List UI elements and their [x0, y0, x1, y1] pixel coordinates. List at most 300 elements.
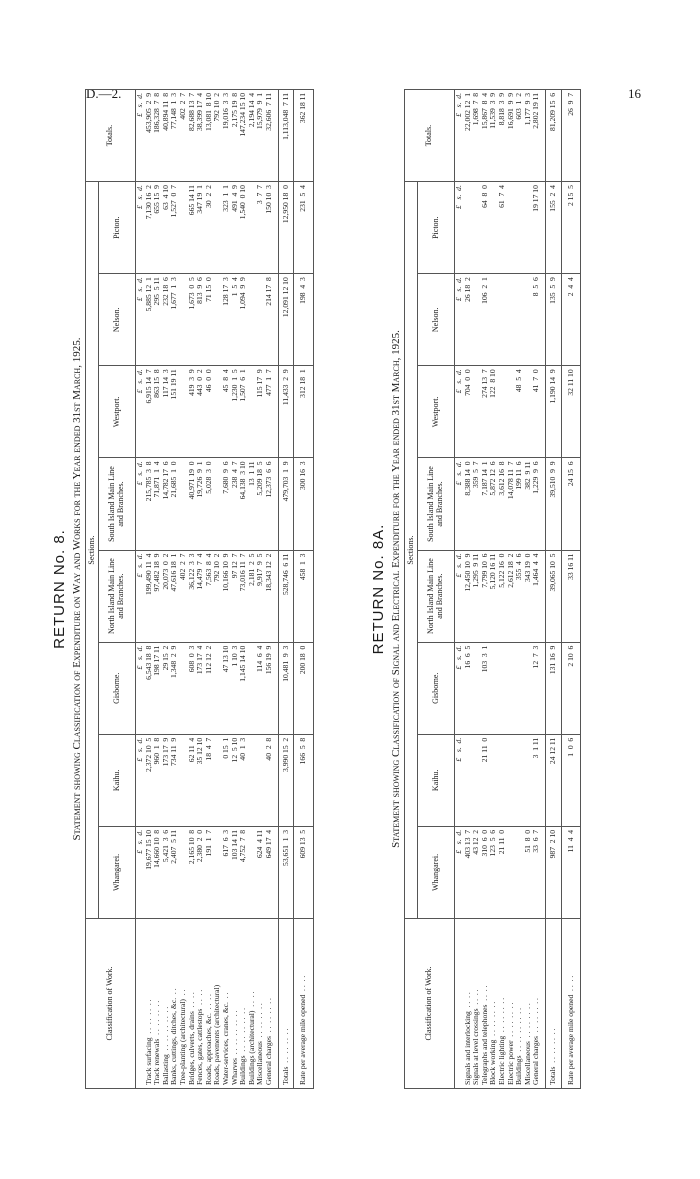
cell-value: 2,380 2 0	[196, 826, 205, 918]
currency-units: £ s. d.	[455, 826, 464, 918]
row-label: Miscellaneous . . . . . . . .	[256, 919, 265, 1089]
cell-value: 151 19 11	[170, 366, 179, 458]
cell-value: 792 10 2	[213, 550, 222, 642]
row-label: Track surfacing . . . . . . . .	[145, 919, 154, 1089]
cell-value	[498, 274, 507, 366]
cell-value: 32,606 7 11	[265, 90, 274, 182]
cell-value: 734 11 9	[170, 734, 179, 826]
cell-value: 173 17 4	[196, 642, 205, 734]
cell-value: 215,785 3 8	[145, 458, 154, 550]
cell-value: 186,328 7 8	[153, 90, 162, 182]
totals-row	[278, 90, 294, 1089]
table-row	[196, 90, 205, 1089]
cell-value: 2,165 10 8	[188, 826, 197, 918]
row-label: Ballasting . . . . . . . . . .	[162, 919, 171, 1089]
cell-value	[515, 734, 524, 826]
currency-units: £ s. d.	[136, 550, 145, 642]
cell-value: 403 13 7	[464, 826, 473, 918]
cell-value: 35 12 10	[196, 734, 205, 826]
cell-value: 19 17 10	[532, 182, 541, 274]
cell-value: 16 6 5	[464, 642, 473, 734]
cell-value: 1,540 0 10	[239, 182, 248, 274]
cell-value: 40,894 11 8	[162, 90, 171, 182]
currency-units: £ s. d.	[455, 182, 464, 274]
cell-value: 792 10 2	[213, 90, 222, 182]
cell-value: 960 1 8	[153, 734, 162, 826]
row-label: Tree-planting (architectural) . .	[179, 919, 188, 1089]
cell-value: 813 9 6	[196, 274, 205, 366]
cell-value	[515, 642, 524, 734]
cell-value: 987 2 10	[545, 826, 561, 918]
row-label: Signals at level crossings . . . .	[472, 919, 481, 1089]
cell-value: 359 5 7	[472, 458, 481, 550]
cell-value: 30 2 2	[205, 182, 214, 274]
row-label: Roads, pavements (architectural)	[213, 919, 222, 1089]
row-label: Totals . . . . . . . .	[278, 919, 294, 1089]
cell-value: 323 1 1	[222, 182, 231, 274]
cell-value: 2,372 10 5	[145, 734, 154, 826]
cell-value: 14,782 17 6	[162, 458, 171, 550]
table-row	[489, 90, 498, 1089]
cell-value: 7,563 8 4	[205, 550, 214, 642]
cell-value: 274 13 7	[481, 366, 490, 458]
cell-value	[507, 826, 516, 918]
cell-value: 106 2 1	[481, 274, 490, 366]
cell-value: 13 1 11	[248, 458, 257, 550]
cell-value: 15,867 8 4	[481, 90, 490, 182]
cell-value: 71,871 1 4	[153, 458, 162, 550]
cell-value: 47,616 18 1	[170, 550, 179, 642]
cell-value: 453,905 2 9	[145, 90, 154, 182]
cell-value: 18 4 7	[205, 734, 214, 826]
cell-value: 3,612 16 8	[498, 458, 507, 550]
cell-value: 53,651 1 3	[278, 826, 294, 918]
cell-value: 1 10 3	[231, 642, 240, 734]
currency-units: £ s. d.	[455, 366, 464, 458]
return-title: RETURN No. 8A.	[370, 523, 387, 655]
cell-value: 2,181 2 5	[248, 550, 257, 642]
cell-value: 48 5 4	[515, 366, 524, 458]
column-header: Westport.	[99, 366, 136, 458]
table-row	[507, 90, 516, 1089]
cell-value: 665 14 11	[188, 182, 197, 274]
row-label: Telegraphs and telephones . . . .	[481, 919, 490, 1089]
cell-value: 528,746 6 11	[278, 550, 294, 642]
cell-value: 312 18 1	[294, 366, 314, 458]
cell-value	[498, 366, 507, 458]
cell-value: 14,078 11 7	[507, 458, 516, 550]
cell-value: 624 4 11	[256, 826, 265, 918]
cell-value: 63 4 10	[162, 182, 171, 274]
cell-value: 2 10 6	[561, 642, 581, 734]
cell-value: 39,065 10 5	[545, 550, 561, 642]
cell-value: 704 0 0	[464, 366, 473, 458]
cell-value: 33 6 7	[532, 826, 541, 918]
cell-value: 40,971 19 0	[188, 458, 197, 550]
cell-value: 47 13 10	[222, 642, 231, 734]
currency-units: £ s. d.	[455, 734, 464, 826]
currency-units: £ s. d.	[136, 274, 145, 366]
table-row	[464, 90, 473, 1089]
cell-value: 8 5 6	[532, 274, 541, 366]
cell-value: 1,190 14 9	[545, 366, 561, 458]
row-label: Fences, gates, cattlestops . . . .	[196, 919, 205, 1089]
rate-row	[294, 90, 314, 1089]
return-8-block	[50, 89, 314, 1089]
table-row	[498, 90, 507, 1089]
cell-value: 114 6 4	[256, 642, 265, 734]
cell-value: 29 15 2	[162, 642, 171, 734]
cell-value: 103 14 11	[231, 826, 240, 918]
cell-value: 2 4 4	[561, 274, 581, 366]
column-header: Westport.	[418, 366, 455, 458]
cell-value: 3 1 11	[532, 734, 541, 826]
cell-value: 14,660 10 8	[153, 826, 162, 918]
currency-units: £ s. d.	[136, 182, 145, 274]
cell-value: 402 2 7	[179, 550, 188, 642]
totals-header: Totals.	[86, 90, 136, 182]
cell-value: 41 7 0	[532, 366, 541, 458]
cell-value	[515, 274, 524, 366]
cell-value: 2,194 14 4	[248, 90, 257, 182]
cell-value: 5,421 3 6	[162, 826, 171, 918]
cell-value: 12 5 10	[231, 734, 240, 826]
column-header: Nelson.	[418, 274, 455, 366]
cell-value: 295 5 11	[153, 274, 162, 366]
cell-value: 6,543 18 8	[145, 642, 154, 734]
cell-value: 135 5 9	[545, 274, 561, 366]
cell-value: 38,399 17 4	[196, 90, 205, 182]
table-row	[472, 90, 481, 1089]
cell-value: 128 17 3	[222, 274, 231, 366]
currency-units: £ s. d.	[455, 90, 464, 182]
cell-value: 477 1 7	[265, 366, 274, 458]
cell-value: 402 2 7	[179, 90, 188, 182]
cell-value: 61 7 4	[498, 182, 507, 274]
cell-value: 1,673 0 5	[188, 274, 197, 366]
column-header: South Island Main Line and Branches.	[418, 458, 455, 550]
row-label: Rate per average mile opened . . . .	[561, 919, 581, 1089]
cell-value: 64 8 0	[481, 182, 490, 274]
cell-value: 40 2 8	[265, 734, 274, 826]
cell-value: 343 19 0	[524, 550, 533, 642]
totals-header: Totals.	[405, 90, 455, 182]
classification-header: Classification of Work.	[86, 919, 136, 1089]
row-label: Electric power . . . . . . . .	[507, 919, 516, 1089]
cell-value: 231 5 4	[294, 182, 314, 274]
sections-header: Sections.	[86, 182, 99, 919]
column-header: Nelson.	[99, 274, 136, 366]
row-label: Rate per average mile opened . . . .	[294, 919, 314, 1089]
cell-value: 1,527 0 7	[170, 182, 179, 274]
cell-value: 4,752 7 8	[239, 826, 248, 918]
cell-value: 36,122 3 3	[188, 550, 197, 642]
row-label: Wharves . . . . . . . . . .	[231, 919, 240, 1089]
cell-value: 81,209 15 6	[545, 90, 561, 182]
cell-value: 147,234 15 10	[239, 90, 248, 182]
cell-value: 15,979 9 1	[256, 90, 265, 182]
currency-units: £ s. d.	[136, 826, 145, 918]
return-title: RETURN No. 8.	[51, 529, 68, 649]
currency-units: £ s. d.	[136, 366, 145, 458]
column-header: South Island Main Line and Branches.	[99, 458, 136, 550]
row-label: Roads, approaches, &c. . . . .	[205, 919, 214, 1089]
cell-value: 97 12 7	[231, 550, 240, 642]
cell-value: 300 16 3	[294, 458, 314, 550]
cell-value: 5,885 12 1	[145, 274, 154, 366]
cell-value: 2,612 18 2	[507, 550, 516, 642]
statement-title: Statement showing Classification of Signal and Electrical Expenditure for the Year ended 31st March, 1925.	[390, 330, 402, 848]
cell-value: 10,481 9 3	[278, 642, 294, 734]
cell-value: 6,915 14 7	[145, 366, 154, 458]
cell-value: 1,145 14 10	[239, 642, 248, 734]
column-header: Picton.	[99, 182, 136, 274]
cell-value: 7,680 9 6	[222, 458, 231, 550]
cell-value: 21,685 1 0	[170, 458, 179, 550]
cell-value: 21 11 0	[498, 826, 507, 918]
cell-value: 155 2 4	[545, 182, 561, 274]
cell-value	[507, 274, 516, 366]
cell-value: 112 12 2	[205, 642, 214, 734]
column-header: Whangarei.	[418, 826, 455, 918]
cell-value: 443 0 2	[196, 366, 205, 458]
cell-value: 26 18 2	[464, 274, 473, 366]
cell-value: 362 18 11	[294, 90, 314, 182]
row-label: Banks, cuttings, ditches, &c. . .	[170, 919, 179, 1089]
cell-value: 1,229 9 6	[532, 458, 541, 550]
currency-units: £ s. d.	[136, 458, 145, 550]
cell-value: 3 7 7	[256, 182, 265, 274]
column-header: Whangarei.	[99, 826, 136, 918]
cell-value	[498, 734, 507, 826]
cell-value: 609 13 5	[294, 826, 314, 918]
cell-value	[489, 734, 498, 826]
cell-value: 103 3 1	[481, 642, 490, 734]
table-row	[515, 90, 524, 1089]
cell-value: 1,698 7 8	[472, 90, 481, 182]
statement-title: Statement showing Classification of Expenditure on Way and Works for the Year ended 31st March, 1925.	[71, 337, 83, 841]
cell-value: 150 10 3	[265, 182, 274, 274]
cell-value: 32 11 10	[561, 366, 581, 458]
row-label: Track renewals . . . . . . . .	[153, 919, 162, 1089]
cell-value: 166 5 8	[294, 734, 314, 826]
cell-value: 5,209 18 5	[256, 458, 265, 550]
cell-value: 156 19 9	[265, 642, 274, 734]
cell-value: 863 15 8	[153, 366, 162, 458]
cell-value: 1,295 9 11	[472, 550, 481, 642]
column-header: North Island Main Line and Branches.	[418, 550, 455, 642]
cell-value: 1,094 9 9	[239, 274, 248, 366]
cell-value	[515, 182, 524, 274]
column-header: Gisborne.	[418, 642, 455, 734]
cell-value: 232 18 6	[162, 274, 171, 366]
table-row	[481, 90, 490, 1089]
table-row	[265, 90, 274, 1089]
cell-value	[464, 734, 473, 826]
cell-value: 20,073 0 2	[162, 550, 171, 642]
cell-value: 26 9 7	[561, 90, 581, 182]
cell-value: 479,703 1 9	[278, 458, 294, 550]
cell-value: 131 16 9	[545, 642, 561, 734]
row-label: Buildings . . . . . . . . . .	[515, 919, 524, 1089]
cell-value: 14,479 7 4	[196, 550, 205, 642]
cell-value: 8,388 14 0	[464, 458, 473, 550]
currency-units: £ s. d.	[455, 642, 464, 734]
row-label: Buildings (architectural) . . . .	[248, 919, 257, 1089]
cell-value: 11,539 3 9	[489, 90, 498, 182]
cell-value: 1,507 6 1	[239, 366, 248, 458]
cell-value: 62 11 4	[188, 734, 197, 826]
row-label: Block working . . . . . . . .	[489, 919, 498, 1089]
classification-header: Classification of Work.	[405, 919, 455, 1089]
table-row	[239, 90, 248, 1089]
cell-value: 82,688 13 7	[188, 90, 197, 182]
cell-value	[498, 642, 507, 734]
cell-value: 1,348 2 9	[170, 642, 179, 734]
column-header: Kaihu.	[418, 734, 455, 826]
cell-value: 46 0 0	[205, 366, 214, 458]
table-row	[248, 90, 257, 1089]
cell-value: 43 12 2	[472, 826, 481, 918]
currency-units: £ s. d.	[136, 734, 145, 826]
cell-value: 5,122 16 0	[498, 550, 507, 642]
cell-value: 21 11 0	[481, 734, 490, 826]
totals-row	[545, 90, 561, 1089]
cell-value: 491 4 9	[231, 182, 240, 274]
cell-value	[489, 642, 498, 734]
cell-value: 13,081 8 10	[205, 90, 214, 182]
row-label: Electric lighting . . . . . . . .	[498, 919, 507, 1089]
currency-units: £ s. d.	[136, 642, 145, 734]
currency-units: £ s. d.	[455, 550, 464, 642]
cell-value: 73,016 11 7	[239, 550, 248, 642]
cell-value: 9,917 9 5	[256, 550, 265, 642]
cell-value: 123 5 6	[489, 826, 498, 918]
cell-value: 19,016 3 3	[222, 90, 231, 182]
cell-value: 11 4 4	[561, 826, 581, 918]
cell-value: 419 3 9	[188, 366, 197, 458]
row-label: Bridges, culverts, drains . . . .	[188, 919, 197, 1089]
row-label: Buildings . . . . . . . . . .	[239, 919, 248, 1089]
sections-header: Sections.	[405, 182, 418, 919]
cell-value: 39,510 9 9	[545, 458, 561, 550]
cell-value: 33 16 11	[561, 550, 581, 642]
cell-value	[489, 274, 498, 366]
cell-value: 7,799 10 6	[481, 550, 490, 642]
cell-value: 8,818 3 9	[498, 90, 507, 182]
cell-value: 1,464 4 4	[532, 550, 541, 642]
table-row	[524, 90, 533, 1089]
cell-value: 347 19 1	[196, 182, 205, 274]
column-header: Gisborne.	[99, 642, 136, 734]
cell-value: 12,450 10 9	[464, 550, 473, 642]
cell-value: 199,490 11 4	[145, 550, 154, 642]
cell-value: 40 1 3	[239, 734, 248, 826]
cell-value: 12,950 18 0	[278, 182, 294, 274]
table-row	[222, 90, 231, 1089]
cell-value	[507, 642, 516, 734]
row-label: Signals and interlocking . . . .	[464, 919, 473, 1089]
cell-value: 2,407 5 11	[170, 826, 179, 918]
currency-units: £ s. d.	[455, 274, 464, 366]
cell-value: 655 15 9	[153, 182, 162, 274]
cell-value: 310 6 0	[481, 826, 490, 918]
cell-value: 12 7 3	[532, 642, 541, 734]
cell-value: 2,175 19 8	[231, 90, 240, 182]
cell-value	[507, 182, 516, 274]
cell-value: 617 6 3	[222, 826, 231, 918]
cell-value: 1 5 4	[231, 274, 240, 366]
cell-value: 117 14 3	[162, 366, 171, 458]
row-label: General charges . . . . . . . .	[265, 919, 274, 1089]
expenditure-table	[404, 89, 581, 1089]
cell-value: 2 15 5	[561, 182, 581, 274]
column-header: Kaihu.	[99, 734, 136, 826]
cell-value: 1,677 1 3	[170, 274, 179, 366]
cell-value: 71 15 0	[205, 274, 214, 366]
cell-value: 0 15 1	[222, 734, 231, 826]
cell-value: 7,130 16 2	[145, 182, 154, 274]
cell-value: 5,872 12 6	[489, 458, 498, 550]
rate-row	[561, 90, 581, 1089]
cell-value: 11,433 2 9	[278, 366, 294, 458]
cell-value: 649 17 4	[265, 826, 274, 918]
cell-value: 22,002 12 1	[464, 90, 473, 182]
cell-value: 238 4 7	[231, 458, 240, 550]
cell-value: 2,802 19 11	[532, 90, 541, 182]
cell-value	[464, 182, 473, 274]
currency-units: £ s. d.	[136, 90, 145, 182]
currency-units: £ s. d.	[455, 458, 464, 550]
cell-value: 199 11 6	[515, 458, 524, 550]
page-reference: D.—2.	[86, 86, 122, 101]
cell-value: 24 12 11	[545, 734, 561, 826]
cell-value: 198 4 3	[294, 274, 314, 366]
cell-value: 77,148 1 3	[170, 90, 179, 182]
cell-value: 603 1 2	[515, 90, 524, 182]
cell-value: 5,120 16 11	[489, 550, 498, 642]
cell-value: 1,177 9 3	[524, 90, 533, 182]
cell-value: 3,990 15 2	[278, 734, 294, 826]
cell-value: 200 18 0	[294, 642, 314, 734]
cell-value: 24 15 6	[561, 458, 581, 550]
cell-value: 19,726 9 1	[196, 458, 205, 550]
cell-value: 115 17 9	[256, 366, 265, 458]
cell-value: 5,028 3 0	[205, 458, 214, 550]
row-label: Water-services, cranes, &c. . .	[222, 919, 231, 1089]
cell-value	[248, 274, 257, 366]
cell-value: 18,343 12 2	[265, 550, 274, 642]
cell-value: 7,187 14 1	[481, 458, 490, 550]
cell-value	[248, 734, 257, 826]
expenditure-table	[85, 89, 314, 1089]
cell-value: 10,166 10 9	[222, 550, 231, 642]
return-8a-block	[369, 89, 581, 1089]
cell-value: 16,691 9 9	[507, 90, 516, 182]
cell-value: 458 1 3	[294, 550, 314, 642]
cell-value: 12,373 6 6	[265, 458, 274, 550]
cell-value: 12,091 12 10	[278, 274, 294, 366]
cell-value: 1,230 1 5	[231, 366, 240, 458]
cell-value: 214 17 8	[265, 274, 274, 366]
cell-value: 355 4 6	[515, 550, 524, 642]
cell-value: 122 8 10	[489, 366, 498, 458]
cell-value: 191 1 7	[205, 826, 214, 918]
cell-value: 1,113,048 7 11	[278, 90, 294, 182]
table-row	[205, 90, 214, 1089]
cell-value: 608 0 3	[188, 642, 197, 734]
row-label: General charges . . . . . . . .	[532, 919, 541, 1089]
